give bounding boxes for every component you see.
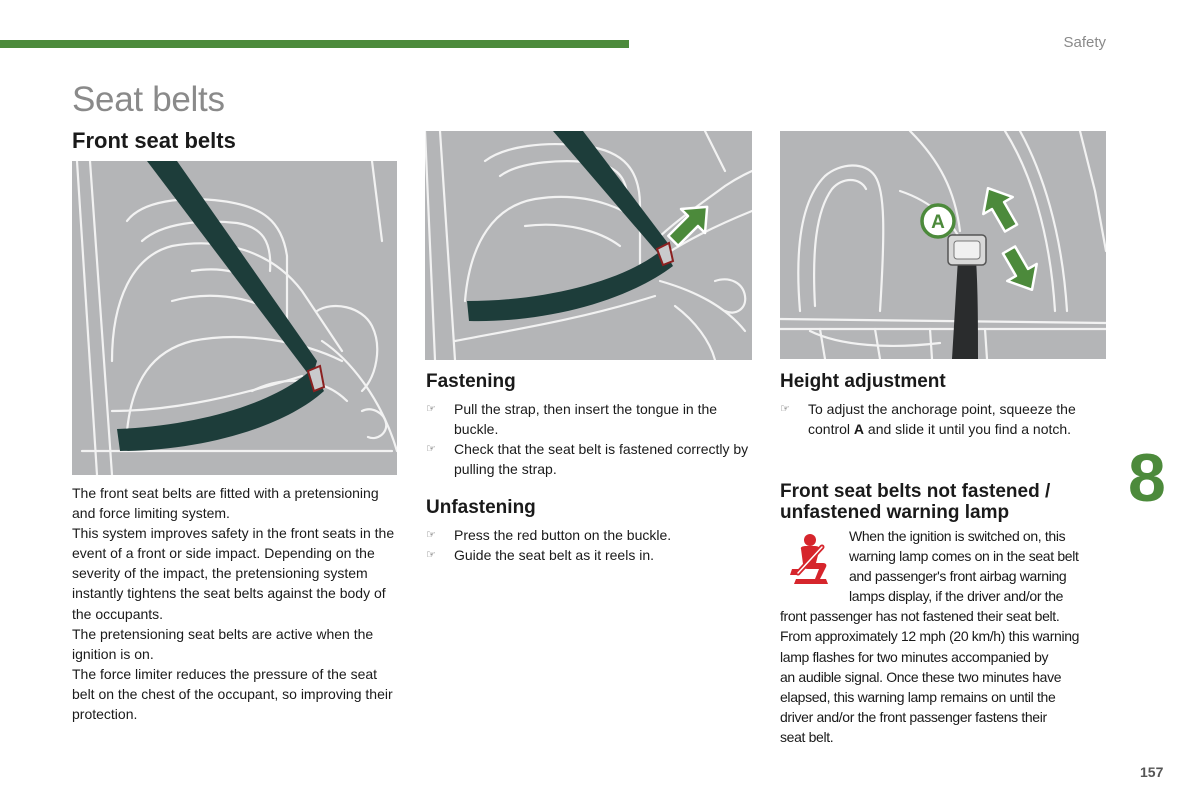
unfastening-heading: Unfastening [426,497,536,518]
section-label: Safety [1063,34,1106,51]
list-item: ☞ To adjust the anchorage point, squeeze the control A and slide it until you find a notch. [780,401,1076,438]
height-adjustment-heading: Height adjustment [780,371,946,392]
warning-lamp-description: When the ignition is switched on, this warning lamp comes on in the seat belt and passenger's front airbag warning lamps display, if the driver and/or the front passenger has not fastened their seat belt. From approximately 12 mph (20 km/h) this warning lamp flashes for two minutes accompanied by an audible signal. Once these two minutes have elapsed, this warning lamp remains on until the driver and/or the front passenger fastens their seat belt. [780,528,1080,745]
front-seat-belts-heading: Front seat belts [72,128,236,153]
chapter-number: 8 [1128,440,1166,516]
fastening-illustration [425,131,752,360]
seat-with-belt-image [72,161,397,475]
page-number: 157 [1140,764,1164,780]
control-a-label: A [853,421,865,438]
list-item: ☞ Pull the strap, then insert the tongue in the buckle. [426,401,718,438]
list-item: ☞ Press the red button on the buckle. [426,525,756,545]
fastening-heading: Fastening [426,371,516,392]
page-title: Seat belts [72,80,225,119]
warning-lamp-heading: Front seat belts not fastened / unfastened warning lamp [780,481,1051,523]
intro-paragraph: The pretensioning seat belts are active when the ignition is on. [72,625,374,662]
front-seat-belt-illustration [72,161,397,475]
pointing-hand-icon: ☞ [426,549,436,562]
fastening-belt-image [425,131,752,360]
header-accent-bar [0,40,629,48]
intro-paragraph: The force limiter reduces the pressure of the seat belt on the chest of the occupant, so improving their protection. [72,665,393,723]
intro-paragraph: This system improves safety in the front seats in the event of a front or side impact. Depending on the severity of the impact, the pretensioning system instantly tightens the seat belts against the body of the occupants. [72,525,395,622]
pointing-hand-icon: ☞ [426,529,436,541]
height-adjustment-illustration [780,131,1106,359]
height-adjustment-list [780,399,1110,439]
front-seat-belts-description [72,483,402,724]
height-adjuster-image [780,131,1106,359]
pointing-hand-icon: ☞ [426,403,436,415]
intro-paragraph: The front seat belts are fitted with a pretensioning and force limiting system. [72,485,379,522]
unfastening-list [426,525,756,565]
pointing-hand-icon: ☞ [426,443,436,456]
list-item: ☞ Guide the seat belt as it reels in. [426,545,756,565]
list-item: ☞ Check that the seat belt is fastened correctly by pulling the strap. [426,441,749,478]
fastening-list [426,399,756,479]
pointing-hand-icon: ☞ [780,403,790,415]
control-a-callout: A [931,212,945,233]
